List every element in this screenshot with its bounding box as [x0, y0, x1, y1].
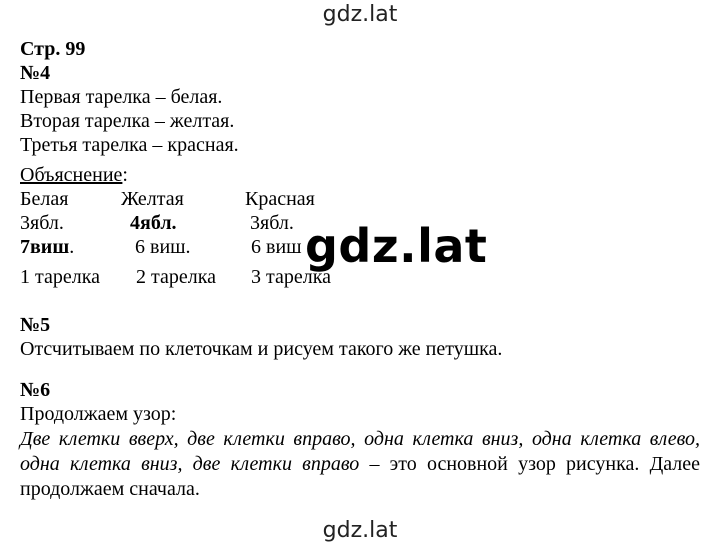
task4-line-1: Первая тарелка – белая. [20, 86, 223, 108]
task4-number: №4 [20, 62, 51, 84]
task6-conclusion: – это основной узор рисунка. Далее продолжаем сначала. [20, 453, 701, 500]
explanation-label: Объяснение [20, 164, 123, 186]
explanation-colon: : [122, 164, 128, 186]
plate-3: 3 тарелка [251, 266, 332, 288]
watermark-bottom: gdz.lat [322, 518, 398, 543]
task5-text: Отсчитываем по клеточкам и рисуем такого же петушка. [20, 338, 503, 360]
watermark-center: gdz.lat [305, 219, 488, 273]
page-number: Стр. 99 [20, 38, 86, 60]
cherries-white-dot: . [69, 236, 75, 258]
task5-number: №5 [20, 314, 51, 336]
plate-2: 2 тарелка [136, 266, 217, 288]
apples-yellow: 4ябл. [130, 212, 177, 234]
task6-pattern-steps: Две клетки вверх, две клетки вправо, одна клетка вниз, одна клетка влево, одна клетка вниз, две клетки вправо [20, 428, 700, 475]
task4-line-3: Третья тарелка – красная. [20, 134, 239, 156]
apples-white: 3ябл. [20, 212, 64, 234]
task4-line-2: Вторая тарелка – желтая. [20, 110, 235, 132]
cherries-white-value: 7виш [20, 236, 70, 258]
task6-description [20, 427, 700, 502]
task6-intro: Продолжаем узор: [20, 403, 177, 425]
plate-1: 1 тарелка [20, 266, 101, 288]
cherries-yellow: 6 виш. [135, 236, 191, 258]
explanation-heading [20, 164, 128, 187]
table-header-red: Красная [245, 188, 315, 210]
cherries-red: 6 виш [251, 236, 302, 258]
task6-number: №6 [20, 379, 51, 401]
cherries-white [20, 236, 74, 259]
apples-red: 3ябл. [250, 212, 294, 234]
table-header-white: Белая [20, 188, 69, 210]
watermark-top: gdz.lat [322, 2, 398, 27]
table-header-yellow: Желтая [121, 188, 184, 210]
